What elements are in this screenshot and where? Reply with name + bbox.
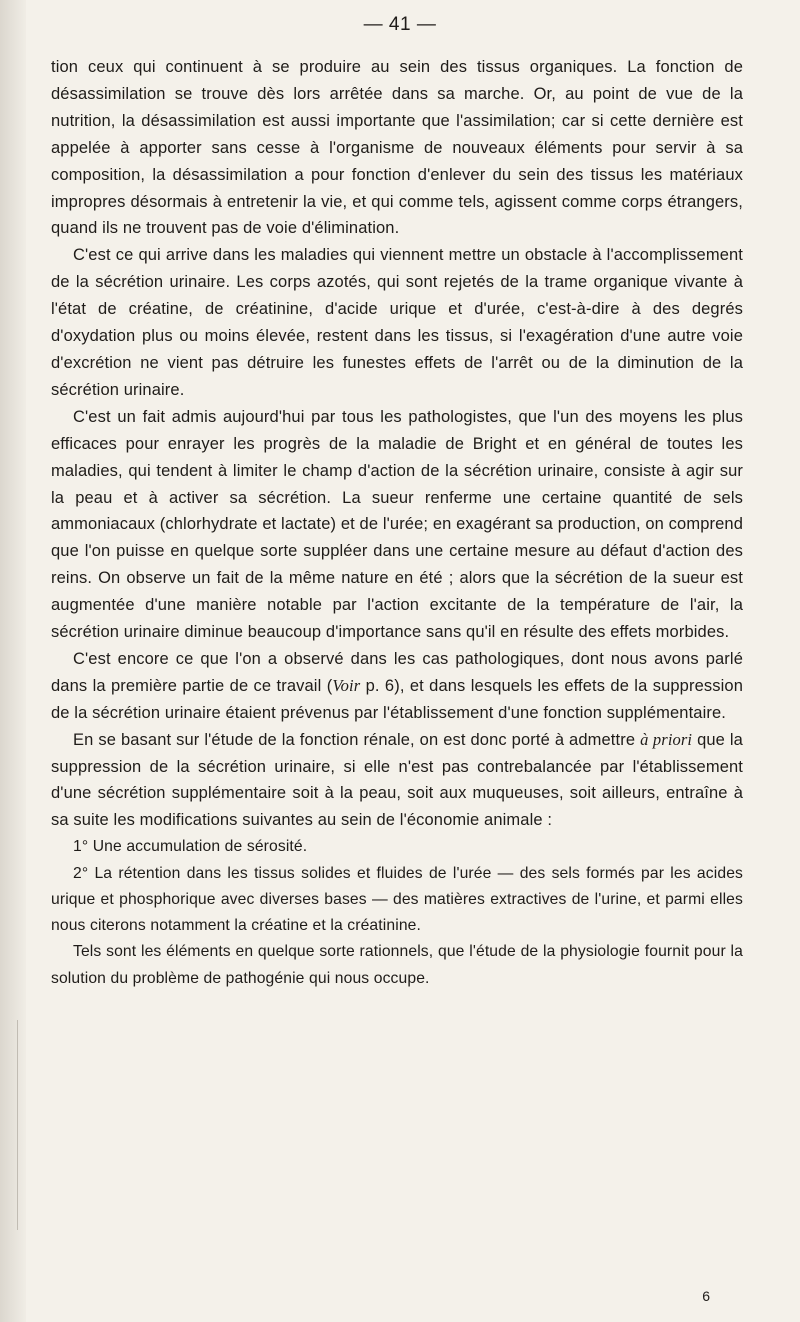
paragraph-cas-pathologiques-text-1: C'est encore ce que l'on a observé dans les cas pathologiques, dont nous avons parlé dans la première partie de ce travail ( [51, 649, 743, 695]
list-item-retention: 2° La rétention dans les tissus solides et fluides de l'urée — des sels formés par les acides urique et phosphorique avec diverses bases — des matières extractives de l'urine, et parmi elles nous citerons notamment la créatine et la créatinine. [51, 864, 743, 935]
paragraph-cas-pathologiques [51, 646, 743, 727]
scan-edge-shadow [0, 0, 26, 1322]
paper-fold-line [17, 1020, 18, 1230]
paragraph-fonction-renale-text-2: que la suppression de la sécrétion urinaire, si elle n'est pas contrebalancée par l'établissement d'une sécrétion supplémentaire soit à la peau, soit aux muqueuses, soit ailleurs, entraîne à sa suite les modifications suivantes au sein de l'économie animale : [51, 730, 743, 830]
paragraph-secretion-urinaire: C'est ce qui arrive dans les maladies qui viennent mettre un obstacle à l'accomplissement de la sécrétion urinaire. Les corps azotés, qui sont rejetés de la trame organique vivante à l'état de créatine, de créatinine, d'acide urique et d'urée, c'est-à-dire à des degrés d'oxydation plus ou moins élevée, restent dans les tissus, si l'exagération d'une autre voie d'excrétion ne vient pas détruire les funestes effets de l'arrêt ou de la diminution de la sécrétion urinaire. [51, 246, 743, 399]
paragraph-maladie-bright: C'est un fait admis aujourd'hui par tous les pathologistes, que l'un des moyens les plus efficaces pour enrayer les progrès de la maladie de Bright et en général de toutes les maladies, qui tendent à limiter le champ d'action de la sécrétion urinaire, consiste à agir sur la peau et à activer sa sécrétion. La sueur renferme une certaine quantité de sels ammoniacaux (chlorhydrate et lactate) et de l'urée; en exagérant sa production, on comprend que l'on puisse en quelque sorte suppléer dans une certaine mesure au défaut d'action des reins. On observe un fait de la même nature en été ; alors que la sécrétion de la sueur est augmentée d'une manière notable par l'action excitante de la température de l'air, la sécrétion urinaire diminue beaucoup d'importance sans qu'il en résulte des effets morbides. [51, 407, 743, 642]
phrase-a-priori: à priori [640, 729, 693, 749]
paragraph-cas-pathologiques-text-2: p. 6), et dans lesquels les effets de la suppression de la sécrétion urinaire étaient prévenus par l'établissement d'une fonction supplémentaire. [51, 676, 743, 722]
reference-voir: Voir [332, 675, 361, 695]
list-item-accumulation: 1° Une accumulation de sérosité. [73, 838, 308, 856]
footer-signature-mark: 6 [702, 1288, 710, 1304]
page-number-header: — 41 — [363, 14, 437, 35]
main-text-block [51, 54, 743, 992]
paragraph-fonction-renale [51, 727, 743, 835]
paragraph-continuation: tion ceux qui continuent à se produire au sein des tissus organiques. La fonction de désassimilation se trouve dès lors arrêtée dans sa marche. Or, au point de vue de la nutrition, la désassimilation est aussi importante que l'assimilation; car si cette dernière est appelée à apporter sans cesse à l'organisme de nouveaux éléments pour servir à sa composition, la désassimilation a pour fonction d'enlever du sein des tissus les matériaux impropres désormais à entretenir la vie, et qui comme tels, agissent comme corps étrangers, quand ils ne trouvent pas de voie d'élimination. [51, 58, 743, 238]
paragraph-fonction-renale-text-1: En se basant sur l'étude de la fonction rénale, on est donc porté à admettre [73, 730, 641, 749]
paragraph-conclusion: Tels sont les éléments en quelque sorte rationnels, que l'étude de la physiologie fournit pour la solution du problème de pathogénie qui nous occupe. [51, 943, 743, 987]
